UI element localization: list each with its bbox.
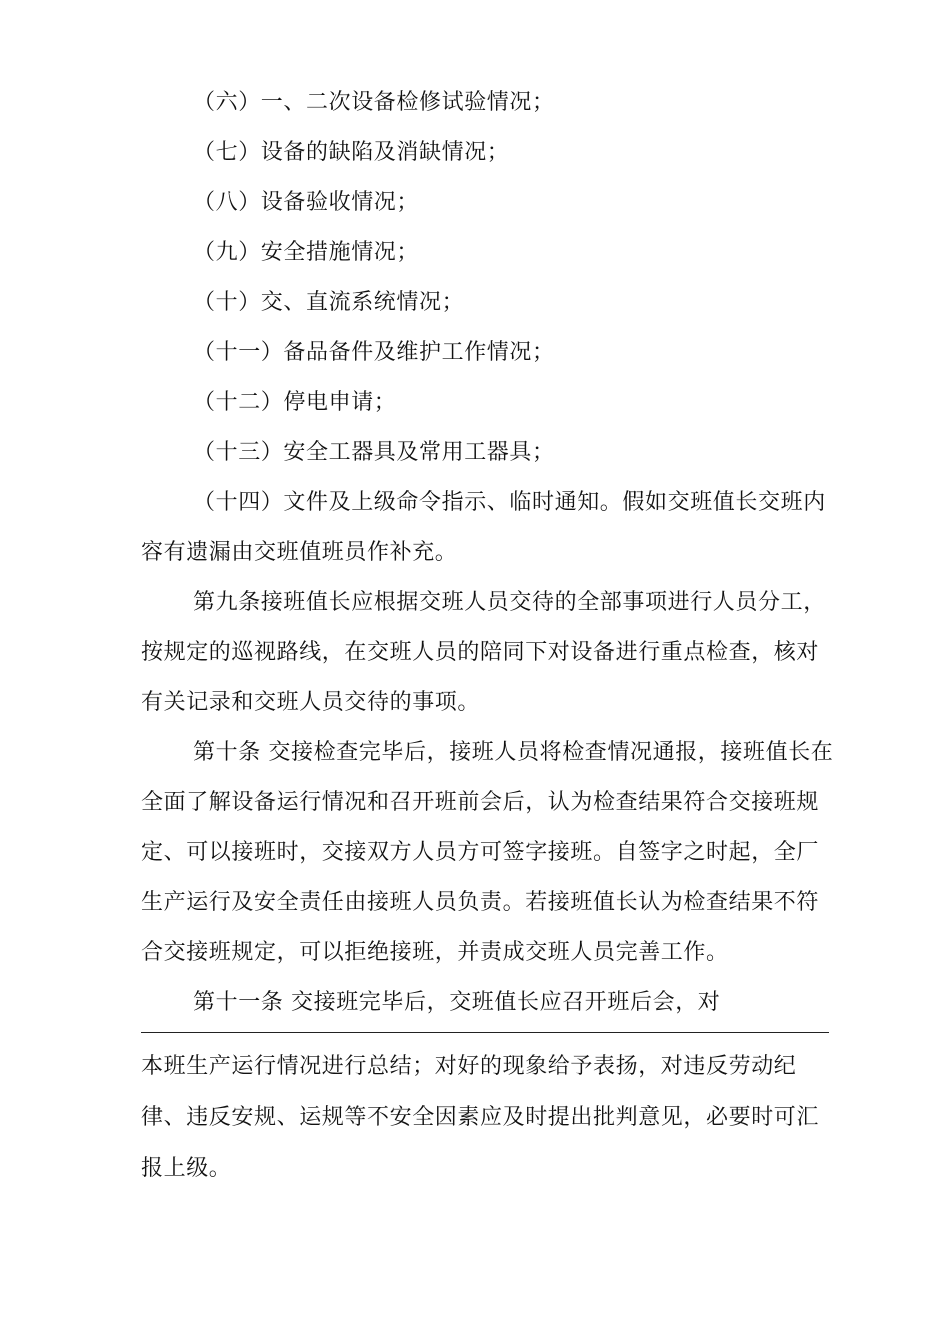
- article-9-line3: 有关记录和交班人员交待的事项。: [141, 690, 481, 715]
- article-10-line4: 生产运行及安全责任由接班人员负责。若接班值长认为检查结果不符: [141, 890, 820, 915]
- article-9-line1: 第九条接班值长应根据交班人员交待的全部事项进行人员分工，: [193, 590, 826, 615]
- article-9-line2: 按规定的巡视路线，在交班人员的陪同下对设备进行重点检查，核对: [141, 640, 820, 665]
- list-item-10: （十）交、直流系统情况；: [193, 290, 465, 315]
- article-11-line2: 本班生产运行情况进行总结；对好的现象给予表扬，对违反劳动纪: [141, 1054, 797, 1079]
- list-item-9: （九）安全措施情况；: [193, 240, 420, 265]
- article-11-line3: 律、违反安规、运规等不安全因素应及时提出批判意见，必要时可汇: [141, 1105, 820, 1130]
- list-item-12: （十二）停电申请；: [193, 390, 397, 415]
- list-item-8: （八）设备验收情况；: [193, 190, 420, 215]
- list-item-14-line1: （十四）文件及上级命令指示、临时通知。假如交班值长交班内: [193, 490, 826, 515]
- list-item-7: （七）设备的缺陷及消缺情况；: [193, 140, 510, 165]
- article-10-line5: 合交接班规定，可以拒绝接班，并责成交班人员完善工作。: [141, 940, 729, 965]
- list-item-13: （十三）安全工器具及常用工器具；: [193, 440, 555, 465]
- article-11-line1: 第十一条 交接班完毕后，交班值长应召开班后会，对: [193, 990, 721, 1015]
- page-divider: [141, 1032, 829, 1033]
- list-item-11: （十一）备品备件及维护工作情况；: [193, 340, 555, 365]
- list-item-14-line2: 容有遗漏由交班值班员作补充。: [141, 540, 458, 565]
- article-10-line1: 第十条 交接检查完毕后，接班人员将检查情况通报，接班值长在: [193, 740, 834, 765]
- article-10-line2: 全面了解设备运行情况和召开班前会后，认为检查结果符合交接班规: [141, 790, 820, 815]
- article-11-line4: 报上级。: [141, 1156, 232, 1181]
- list-item-6: （六）一、二次设备检修试验情况；: [193, 90, 555, 115]
- article-10-line3: 定、可以接班时，交接双方人员方可签字接班。自签字之时起，全厂: [141, 840, 820, 865]
